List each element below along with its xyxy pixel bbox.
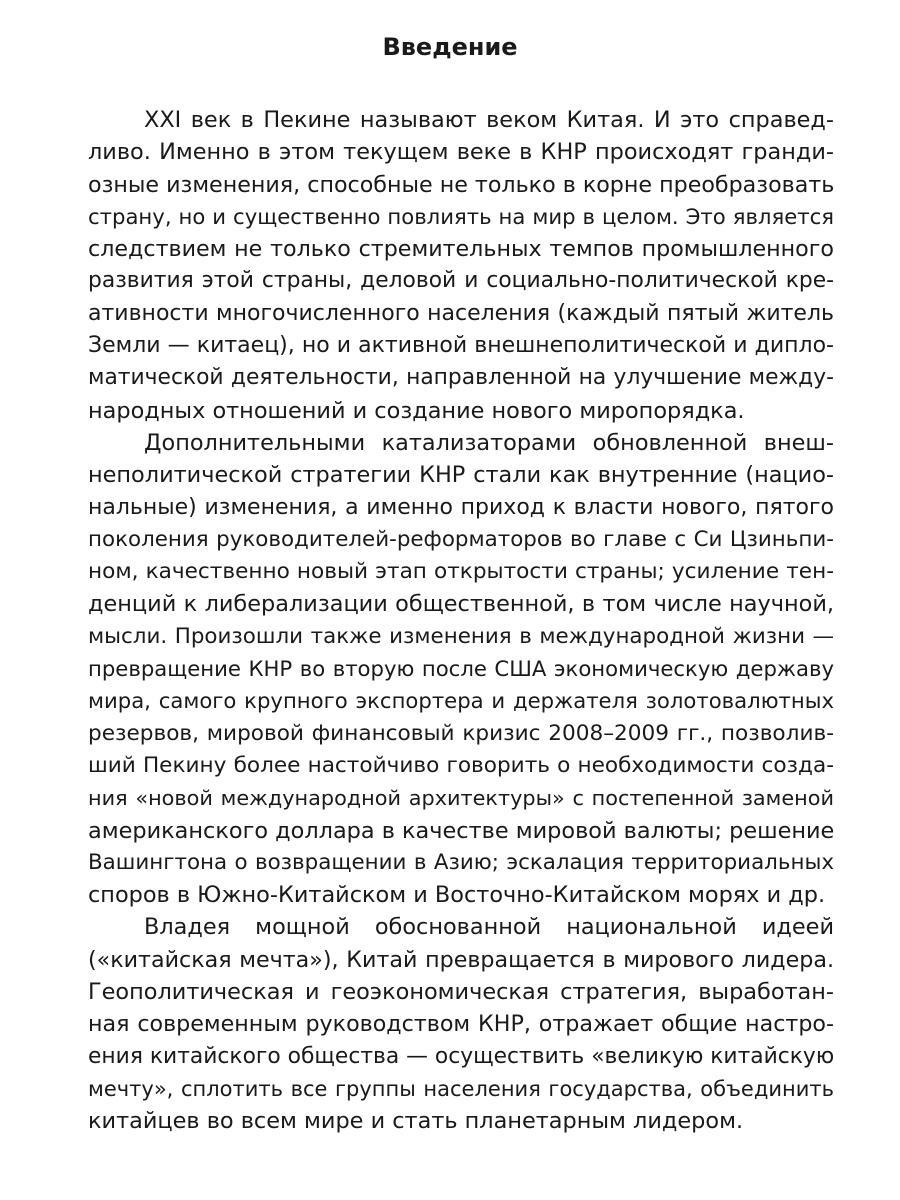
text-line: следствием не только стремительных темпов промышленного — [88, 236, 834, 263]
text-line: Дополнительными катализаторами обновленной внеш- — [144, 429, 834, 456]
text-line: народных отношений и создание нового миропорядка. — [88, 397, 745, 424]
text-line: ший Пекину более настойчиво говорить о необходимости созда- — [88, 752, 834, 778]
text-line: споров в Южно-Китайском и Восточно-Китайском морях и др. — [88, 882, 826, 909]
text-line: ном, качественно новый этап открытости страны; усиление тен- — [88, 559, 834, 585]
text-line: ливо. Именно в этом текущем веке в КНР происходят гранди- — [88, 139, 834, 166]
text-line: развития этой страны, деловой и социально-политической кре- — [88, 268, 834, 294]
text-line: мысли. Произошли также изменения в международной жизни — — [88, 623, 834, 649]
text-line: ения китайского общества — осуществить «великую китайскую — [88, 1043, 834, 1069]
text-line: превращение КНР во вторую после США экономическую державу — [88, 656, 834, 682]
text-line: нальные) изменения, а именно приход к власти нового, пятого — [88, 494, 834, 520]
text-line: озные изменения, способные не только в корне преобразовать — [88, 171, 834, 198]
body-text — [88, 104, 834, 1138]
text-line: мира, самого крупного экспортера и держателя золотовалютных — [88, 688, 834, 714]
text-line: неполитической стратегии КНР стали как внутренние (нацио- — [88, 462, 834, 489]
paragraph-3 — [88, 911, 834, 1137]
text-line: ная современным руководством КНР, отражает общие настро- — [88, 1011, 834, 1038]
text-line: Владея мощной обоснованной национальной идеей — [144, 914, 834, 941]
paragraph-2 — [88, 427, 834, 911]
text-line: («китайская мечта»), Китай превращается в мирового лидера. — [88, 946, 834, 973]
text-line: XXI век в Пекине называют веком Китая. И это справед- — [144, 107, 834, 133]
text-line: Земли — китаец), но и активной внешнеполитической и дипло- — [88, 333, 834, 359]
text-line: денций к либерализации общественной, в том числе научной, — [88, 591, 834, 618]
text-line: ативности многочисленного населения (каждый пятый житель — [88, 300, 834, 326]
text-line: поколения руководителей-реформаторов во главе с Си Цзиньпи- — [88, 526, 834, 552]
paragraph-1 — [88, 104, 834, 427]
chapter-title: Введение — [382, 33, 518, 61]
text-line: ния «новой международной архитектуры» с постепенной заменой — [88, 786, 834, 811]
text-line: китайцев во всем мире и стать планетарным лидером. — [88, 1108, 744, 1135]
text-line: Вашингтона о возвращении в Азию; эскалация территориальных — [88, 849, 834, 875]
text-line: страну, но и существенно повлиять на мир в целом. Это является — [88, 203, 834, 229]
text-line: мечту», сплотить все группы населения государства, объединить — [88, 1076, 834, 1101]
text-line: Геополитическая и геоэкономическая стратегия, выработан- — [88, 979, 834, 1006]
text-line: матической деятельности, направленной на улучшение между- — [88, 365, 834, 391]
text-line: резервов, мировой финансовый кризис 2008–2009 гг., позволив- — [88, 720, 834, 746]
text-line: американского доллара в качестве мировой валюты; решение — [88, 817, 834, 844]
